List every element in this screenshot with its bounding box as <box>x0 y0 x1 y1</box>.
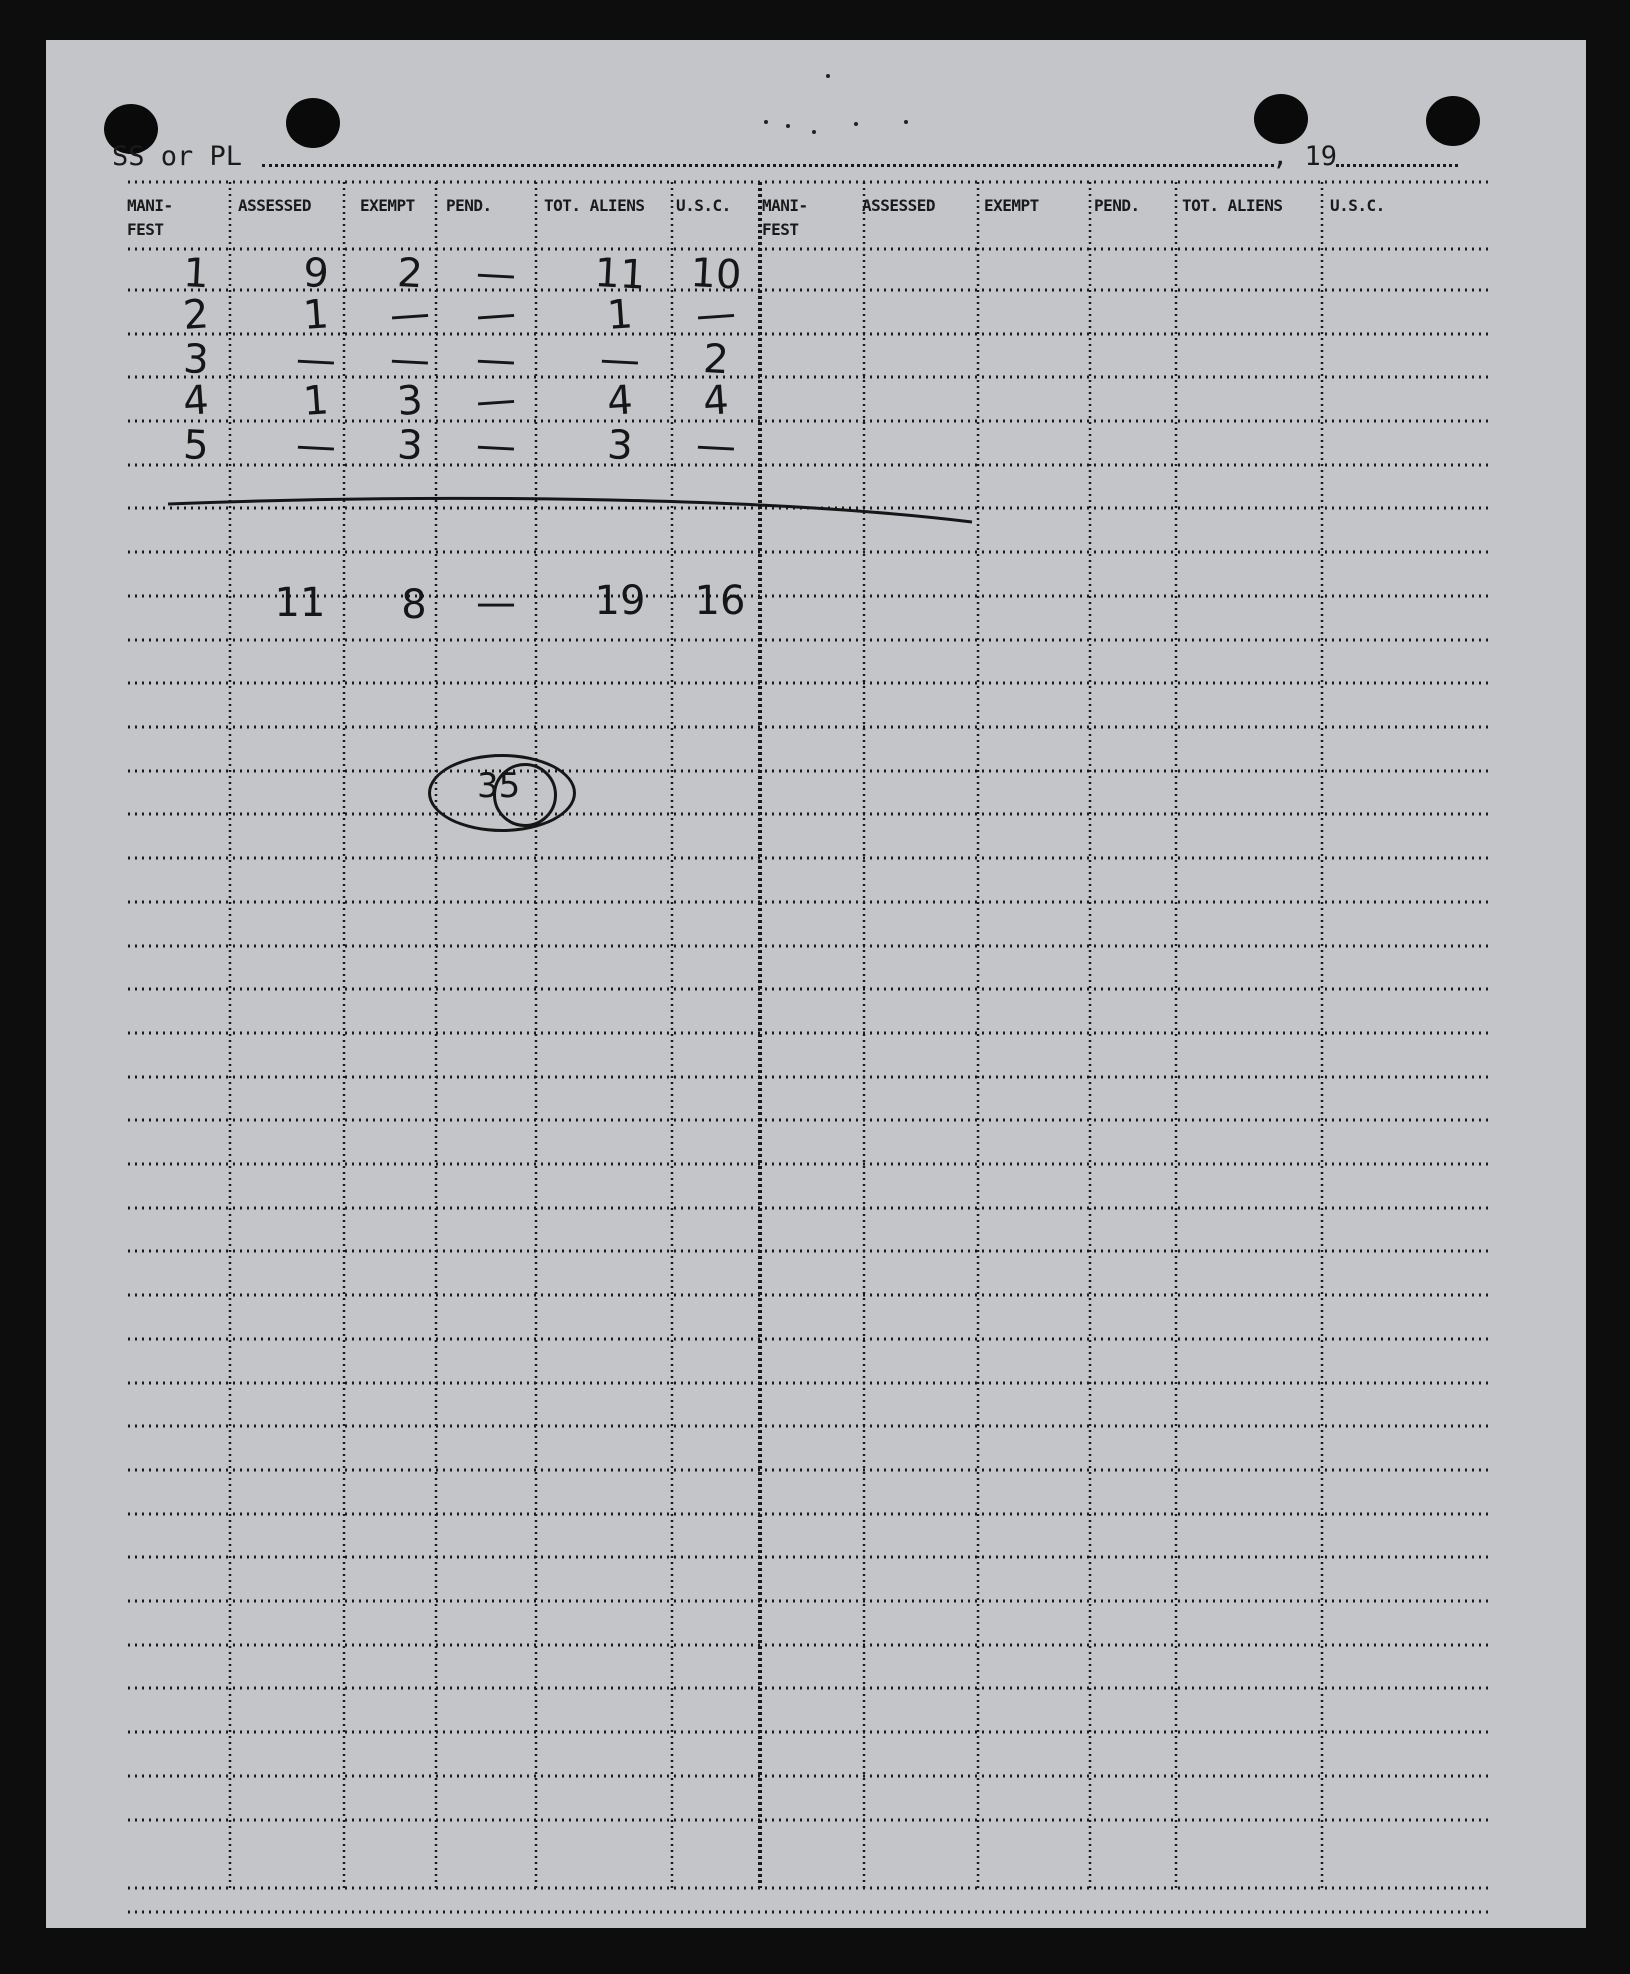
entry-manifest: 3 <box>182 336 210 384</box>
col-assessed-left: ASSESSED <box>238 196 312 215</box>
entry-exempt: — <box>388 290 432 339</box>
total-usc: 16 <box>694 578 746 624</box>
entry-pend: — <box>474 336 518 385</box>
entry-pend: — <box>474 376 518 425</box>
grand-total-value: 35 <box>477 766 521 806</box>
entry-manifest: 5 <box>182 422 210 470</box>
col-usc-right: U.S.C. <box>1330 196 1385 215</box>
entry-assessed: 1 <box>301 291 331 339</box>
entry-usc: 2 <box>702 336 730 384</box>
entry-assessed: — <box>294 422 338 471</box>
entry-tot-aliens: 11 <box>593 250 647 299</box>
total-exempt: 8 <box>401 582 427 628</box>
total-underline <box>168 498 972 522</box>
total-tot-aliens: 19 <box>594 578 646 624</box>
entry-assessed: 1 <box>301 377 331 425</box>
entry-exempt: — <box>388 336 432 385</box>
entry-exempt: 2 <box>396 250 424 298</box>
col-exempt-right: EXEMPT <box>984 196 1039 215</box>
entry-manifest: 2 <box>181 291 211 339</box>
ss-or-pl-label: SS or PL <box>112 141 243 172</box>
entry-pend: — <box>474 250 518 299</box>
col-usc-left: U.S.C. <box>676 196 731 215</box>
entry-tot-aliens: — <box>598 336 642 385</box>
entry-assessed: — <box>294 336 338 385</box>
entry-tot-aliens: 3 <box>606 422 634 470</box>
entry-manifest: 1 <box>182 250 210 298</box>
entry-usc: 10 <box>689 250 743 299</box>
entry-pend: — <box>474 422 518 471</box>
year-label: , 19 <box>1272 141 1338 172</box>
entry-manifest: 4 <box>181 377 211 425</box>
col-pend-left: PEND. <box>446 196 492 215</box>
col-tot-aliens-right: TOT. ALIENS <box>1182 196 1283 215</box>
entry-usc: — <box>694 422 738 471</box>
col-exempt-left: EXEMPT <box>360 196 415 215</box>
entry-pend: — <box>474 290 518 339</box>
entry-assessed: 9 <box>302 250 330 298</box>
total-assessed: 11 <box>274 580 326 626</box>
col-assessed-right: ASSESSED <box>862 196 936 215</box>
grand-total-circle <box>428 754 576 832</box>
col-tot-aliens-left: TOT. ALIENS <box>544 196 645 215</box>
entry-usc: — <box>694 290 738 339</box>
col-manifest-right: MANI- FEST <box>762 196 808 239</box>
entry-tot-aliens: 1 <box>605 291 635 339</box>
entry-usc: 4 <box>701 377 731 425</box>
col-manifest-left: MANI- FEST <box>127 196 173 239</box>
col-pend-right: PEND. <box>1094 196 1140 215</box>
entry-tot-aliens: 4 <box>605 377 635 425</box>
entry-exempt: 3 <box>396 422 424 470</box>
entry-exempt: 3 <box>395 377 425 425</box>
total-pend: — <box>476 580 516 626</box>
